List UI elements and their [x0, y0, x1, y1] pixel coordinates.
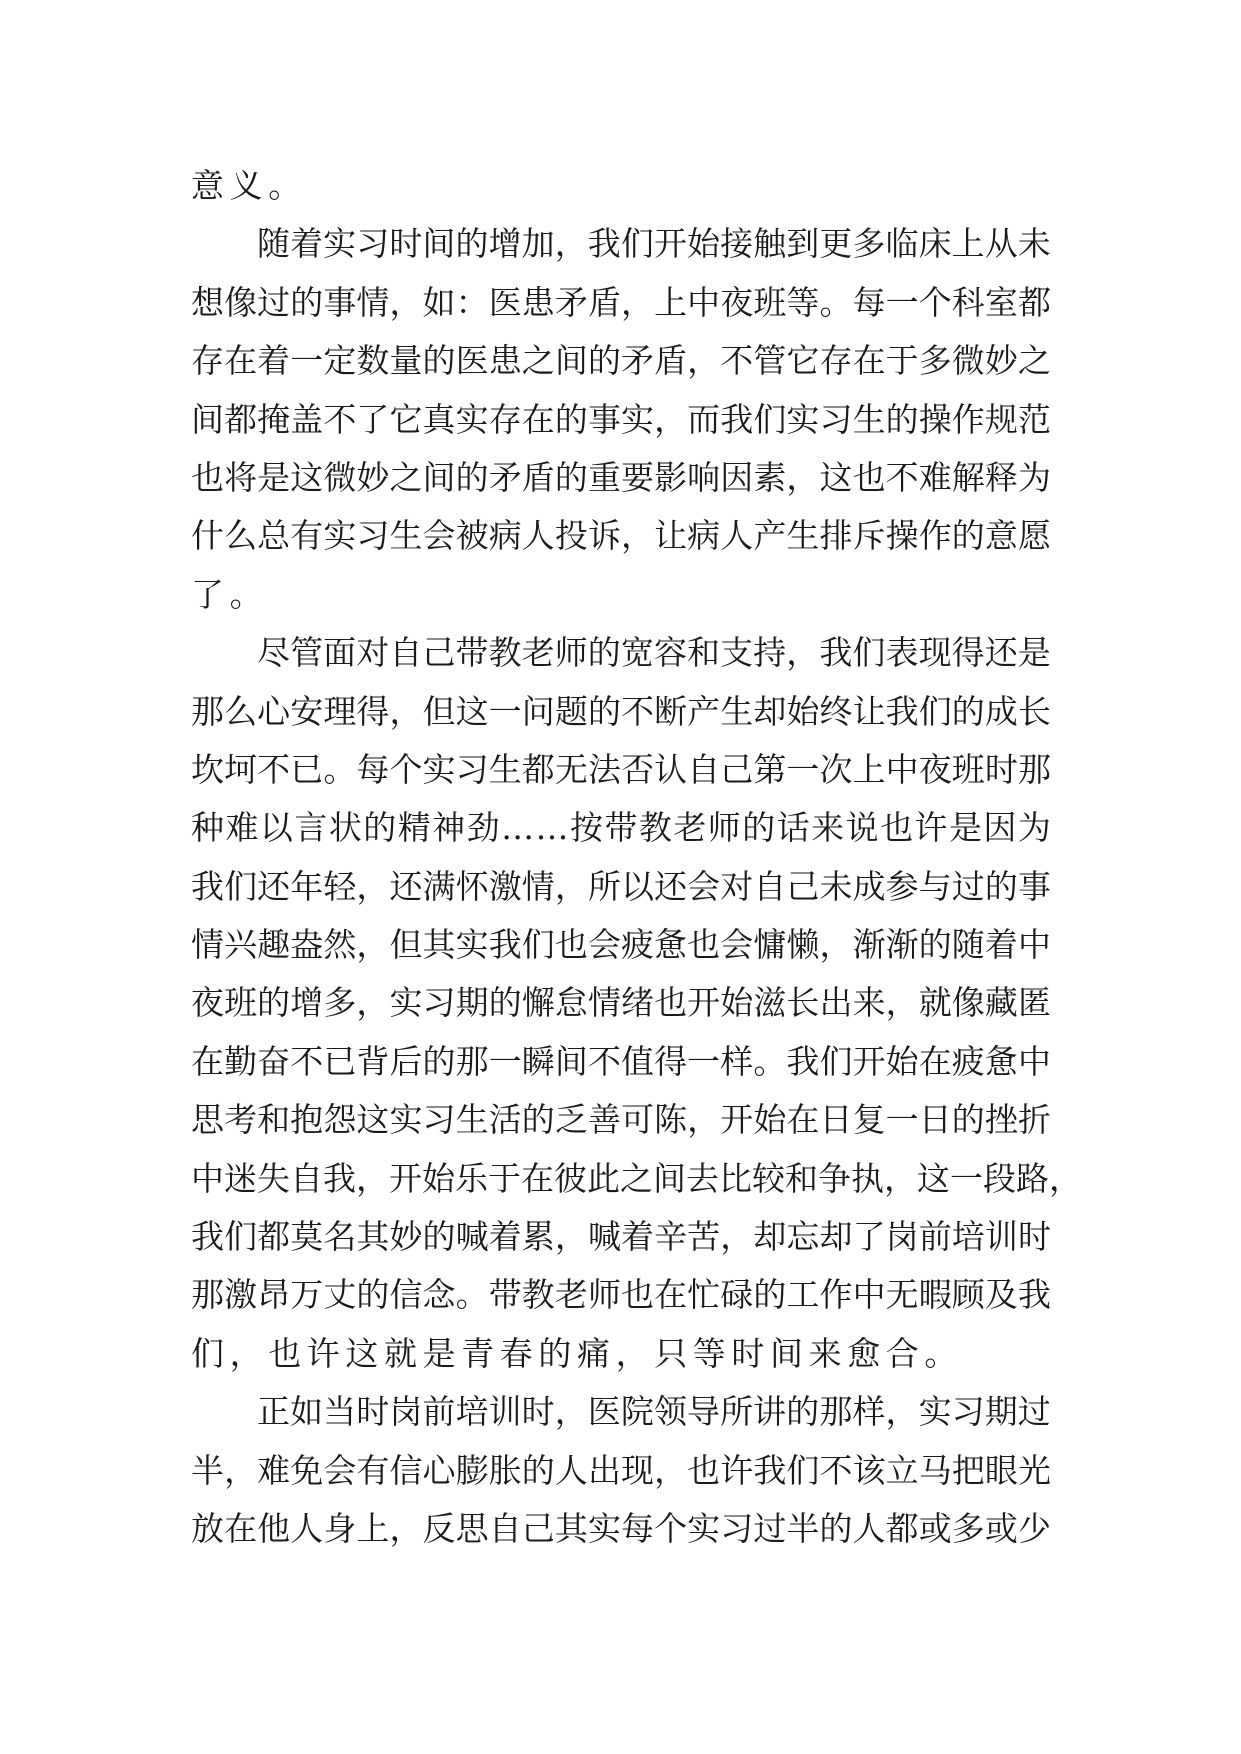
- text-line: 我 们 还 年 轻 ， 还 满 怀 激 情 ， 所 以 还 会 对 自 己 未 成 参 与 过 的 事: [191, 866, 1051, 906]
- text-line: 存 在 着 一 定 数 量 的 医 患 之 间 的 矛 盾 ， 不 管 它 存 在 于 多 微 妙 之: [191, 341, 1051, 381]
- text-line: 那 么 心 安 理 得 ， 但 这 一 问 题 的 不 断 产 生 却 始 终 让 我 们 的 成 长: [191, 691, 1051, 731]
- text-line: 夜 班 的 增 多 ， 实 习 期 的 懈 怠 情 绪 也 开 始 滋 长 出 来 ， 就 像 藏 匿: [191, 983, 1051, 1023]
- text-line: 随 着 实 习 时 间 的 增 加 ， 我 们 开 始 接 触 到 更 多 临 床 上 从 未: [257, 224, 1051, 264]
- text-line: 在 勤 奋 不 已 背 后 的 那 一 瞬 间 不 值 得 一 样 。 我 们 开 始 在 疲 惫 中: [191, 1041, 1051, 1081]
- text-line: 放 在 他 人 身 上 ， 反 思 自 己 其 实 每 个 实 习 过 半 的 人 都 或 多 或 少: [191, 1508, 1051, 1548]
- text-line: 我 们 都 莫 名 其 妙 的 喊 着 累 ， 喊 着 辛 苦 ， 却 忘 却 了 岗 前 培 训 时: [191, 1217, 1051, 1257]
- text-line: 种 难 以 言 状 的 精 神 劲 … … 按 带 教 老 师 的 话 来 说 也 许 是 因 为: [191, 808, 1051, 848]
- text-line: 坎 坷 不 已 。 每 个 实 习 生 都 无 法 否 认 自 己 第 一 次 上 中 夜 班 时 那: [191, 749, 1051, 789]
- text-line: 们，也许这就是青春的痛，只等时间来愈合。: [191, 1333, 963, 1373]
- text-line: 想 像 过 的 事 情 ， 如 ： 医 患 矛 盾 ， 上 中 夜 班 等 。 每 一 个 科 室 都: [191, 282, 1051, 322]
- text-line: 也 将 是 这 微 妙 之 间 的 矛 盾 的 重 要 影 响 因 素 ， 这 也 不 难 解 释 为: [191, 457, 1051, 497]
- text-line: 情 兴 趣 盎 然 ， 但 其 实 我 们 也 会 疲 惫 也 会 慵 懒 ， 渐 渐 的 随 着 中: [191, 925, 1051, 965]
- text-line: 思 考 和 抱 怨 这 实 习 生 活 的 乏 善 可 陈 ， 开 始 在 日 复 一 日 的 挫 折: [191, 1100, 1051, 1140]
- text-line: 什 么 总 有 实 习 生 会 被 病 人 投 诉 ， 让 病 人 产 生 排 斥 操 作 的 意 愿: [191, 516, 1051, 556]
- text-line: 正 如 当 时 岗 前 培 训 时 ， 医 院 领 导 所 讲 的 那 样 ， 实 习 期 过: [257, 1392, 1051, 1432]
- text-line: 了。: [191, 574, 269, 614]
- text-line: 意义。: [191, 166, 307, 205]
- text-line: 那 激 昂 万 丈 的 信 念 。 带 教 老 师 也 在 忙 碌 的 工 作 中 无 暇 顾 及 我: [191, 1275, 1051, 1315]
- text-line: 尽 管 面 对 自 己 带 教 老 师 的 宽 容 和 支 持 ， 我 们 表 现 得 还 是: [257, 633, 1051, 673]
- text-line: 间 都 掩 盖 不 了 它 真 实 存 在 的 事 实 ， 而 我 们 实 习 生 的 操 作 规 范: [191, 399, 1051, 439]
- body-text: [191, 157, 1082, 1558]
- text-line: 中 迷 失 自 我 ， 开 始 乐 于 在 彼 此 之 间 去 比 较 和 争 执 ， 这 一 段 路 ，: [191, 1158, 1082, 1198]
- text-line: 半 ， 难 免 会 有 信 心 膨 胀 的 人 出 现 ， 也 许 我 们 不 该 立 马 把 眼 光: [191, 1450, 1051, 1490]
